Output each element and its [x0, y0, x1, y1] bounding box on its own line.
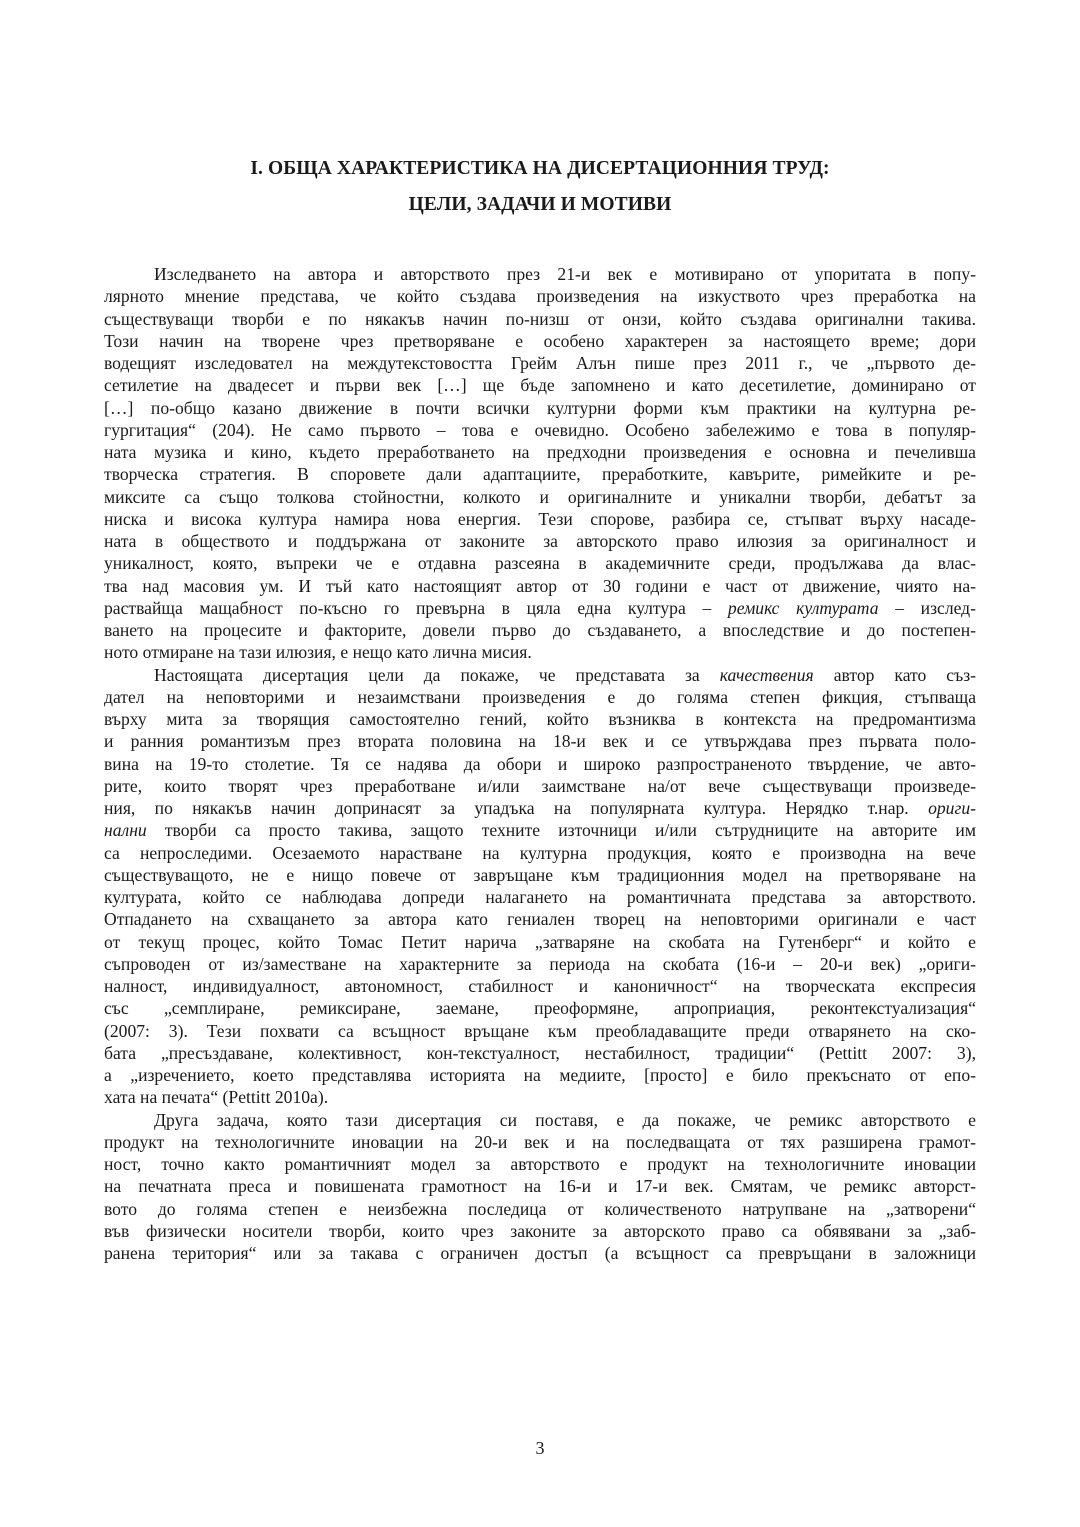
text-line [104, 597, 976, 619]
text-run: вина на 19-то столетие. Тя се надява да обори и широко разпространеното твърдение, че авто- [104, 753, 976, 774]
italic-text: ремикс културата [727, 597, 879, 618]
text-line [104, 864, 976, 886]
text-run: гургитация“ (204). Не само първото – това е очевидно. Особено забележимо е това в популяр- [104, 419, 976, 440]
text-run: – изслед- [878, 597, 976, 618]
text-line [104, 753, 976, 775]
text-run: върху мита за творящия самостоятелно гений, който възниква в контекста на предромантизма [104, 709, 976, 729]
text-run: вото до голяма степен е неизбежна последица от количественото натрупване на „затворени“ [104, 1198, 976, 1219]
text-line [104, 1042, 976, 1064]
text-line [104, 463, 976, 485]
text-run: във физически носители творби, които чрез законите за авторското право са обявявани за „заб- [104, 1220, 976, 1241]
text-run: съществуващи творби е по някакъв начин по-низш от онзи, който създава оригинални такива. [104, 308, 976, 329]
text-run: ниска и висока култура намира нова енергия. Тези спорове, разбира се, стъпват върху насаде- [104, 508, 976, 529]
text-run: рите, които творят чрез преработване и/или заимстване на/от вече съществуващи произведе- [104, 775, 976, 796]
text-line [104, 330, 976, 352]
text-line [104, 1153, 976, 1175]
text-line [104, 352, 976, 374]
text-run: ранена територия“ или за такава с ограничен достъп (а всъщност са превръщани в заложници [104, 1243, 976, 1263]
text-run: ната музика и кино, където преработването на предходни произведения е основна и печеливша [104, 442, 976, 462]
italic-text: нални [104, 820, 147, 841]
text-run: […] по-общо казано движение в почти всички културни форми към практики на културна ре- [104, 397, 976, 418]
text-run: Този начин на творене чрез претворяване е особено характерен за настоящето време; дори [104, 330, 976, 351]
text-line [104, 1131, 976, 1153]
text-line [104, 619, 976, 641]
text-line [104, 1109, 976, 1131]
text-line [104, 530, 976, 552]
text-run: ния, по някакъв начин допринасят за упадъка на популярната култура. Нерядко т.нар. [104, 798, 929, 818]
text-line [104, 508, 976, 530]
text-run: Настоящата дисертация цели да покаже, че представата за [154, 664, 720, 685]
text-line [104, 1220, 976, 1242]
text-line [104, 1020, 976, 1042]
text-line [104, 419, 976, 441]
text-line [104, 552, 976, 574]
text-run: сетилетие на двадесет и първи век […] ще бъде запомнено и като десетилетие, доминирано от [104, 375, 976, 396]
text-line [104, 664, 976, 686]
text-line [104, 886, 976, 908]
text-run: ната в обществото и поддържана от законите за авторското право илюзия за оригиналност и [104, 531, 976, 551]
italic-text: ориги- [928, 798, 976, 818]
text-line [104, 397, 976, 419]
text-line [104, 575, 976, 597]
text-run: дател на неповторими и незаимствани произведения е до голяма степен фикция, стъпваща [104, 686, 976, 707]
text-run: а „изречението, което представлява историята на медиите, [просто] е било прекъснато от епо- [104, 1065, 976, 1085]
text-run: Отпадането на схващането за автора като гениален творец на неповторими оригинали е част [104, 909, 976, 930]
text-line [104, 775, 976, 797]
text-run: (2007: 3). Тези похвати са всъщност връщане към преобладаващите преди отварянето на ско- [104, 1020, 976, 1041]
text-line [104, 308, 976, 330]
text-line [104, 1175, 976, 1197]
text-run: бата „пресъздаване, колективност, кон-текстуалност, нестабилност, традиции“ (Pettitt 2007: 3), [104, 1042, 976, 1063]
text-run: и ранния романтизъм през втората половина на 18-и век и се утвърждава през първата поло- [104, 731, 976, 752]
text-run: на печатната преса и повишената грамотност на 16-и и 17-и век. Смятам, че ремикс авторст- [104, 1176, 976, 1197]
text-line [104, 1086, 976, 1108]
text-line [104, 819, 976, 841]
text-run: творческа стратегия. В споровете дали адаптациите, преработките, кавърите, римейките и ре- [104, 464, 976, 485]
text-run: съпроводен от из/заместване на характерните за периода на скобата (16-и – 20-и век) „ориги- [104, 953, 976, 974]
text-run: културата, който се наблюдава допреди налагането на романтичната представа за авторството. [104, 887, 976, 907]
text-run: налност, индивидуалност, автономност, стабилност и каноничност“ на творческата експресия [104, 976, 976, 996]
text-run: водещият изследовател на междутекстовостта Грейм Алън пише през 2011 г., че „първото де- [104, 353, 976, 373]
text-run: тва над масовия ум. И тъй като настоящият автор от 30 години е част от движение, чиято на- [104, 575, 976, 596]
text-run: уникалност, която, въпреки че е отдавна разсеяна в академичните среди, продължава да влас- [104, 553, 976, 574]
text-run: раствайща мащабност по-късно го превърна в цяла една култура – [104, 597, 728, 618]
italic-text: качествения [719, 664, 814, 685]
text-run: продукт на технологичните иновации на 20-и век и на последващата от тях разширена грамот- [104, 1131, 976, 1152]
body-text [104, 263, 976, 1264]
text-line [104, 641, 976, 663]
section-heading-line-2: ЦЕЛИ, ЗАДАЧИ И МОТИВИ [408, 194, 672, 215]
text-line [104, 441, 976, 463]
text-run: Изследването на автора и авторството през 21-и век е мотивирано от упоритата в попу- [154, 264, 976, 284]
text-line [104, 953, 976, 975]
text-line [104, 285, 976, 307]
text-run: автор като съз- [813, 664, 977, 685]
text-line [104, 975, 976, 997]
text-line [104, 1198, 976, 1220]
text-line [104, 1064, 976, 1086]
text-line [104, 374, 976, 396]
text-run: ването на процесите и факторите, довели първо до създаването, а впоследствие и до постепен- [104, 620, 976, 640]
page-number: 3 [535, 1438, 545, 1458]
text-line [104, 908, 976, 930]
text-run: Друга задача, която тази дисертация си поставя, е да покаже, че ремикс авторството е [154, 1109, 976, 1130]
text-line [104, 997, 976, 1019]
text-run: са непроследими. Осезаемото нарастване на културна продукция, която е производна на вече [104, 842, 976, 863]
text-run: ност, точно както романтичният модел за авторството е продукт на технологичните иновации [104, 1154, 976, 1174]
text-run: творби са просто такива, защото техните източници и/или сътрудниците на авторите им [146, 820, 976, 841]
text-line [104, 263, 976, 285]
text-run: съществуващото, не е нищо повече от завръщане към традиционния модел на претворяване на [104, 864, 976, 885]
text-line [104, 797, 976, 819]
text-run: хата на печата“ (Pettitt 2010a). [104, 1087, 329, 1108]
text-line [104, 730, 976, 752]
section-heading-line-1: I. ОБЩА ХАРАКТЕРИСТИКА НА ДИСЕРТАЦИОННИЯ ТРУД: [250, 158, 830, 179]
text-line [104, 1242, 976, 1264]
text-run: със „семплиране, ремиксиране, заемане, преоформяне, апроприация, реконтекстуализация“ [104, 998, 976, 1019]
text-run: лярното мнение представа, че който създава произведения на изкуството чрез преработка на [104, 286, 976, 307]
text-line [104, 708, 976, 730]
text-line [104, 686, 976, 708]
text-run: от текущ процес, който Томас Петит нарича „затваряне на скобата на Гутенберг“ и който е [104, 931, 976, 952]
text-line [104, 486, 976, 508]
text-line [104, 842, 976, 864]
text-run: ното отмиране на тази илюзия, е нещо като лична мисия. [104, 642, 532, 663]
text-line [104, 931, 976, 953]
text-run: миксите са също толкова стойностни, колкото и оригиналните и уникални творби, дебатът за [104, 486, 976, 507]
